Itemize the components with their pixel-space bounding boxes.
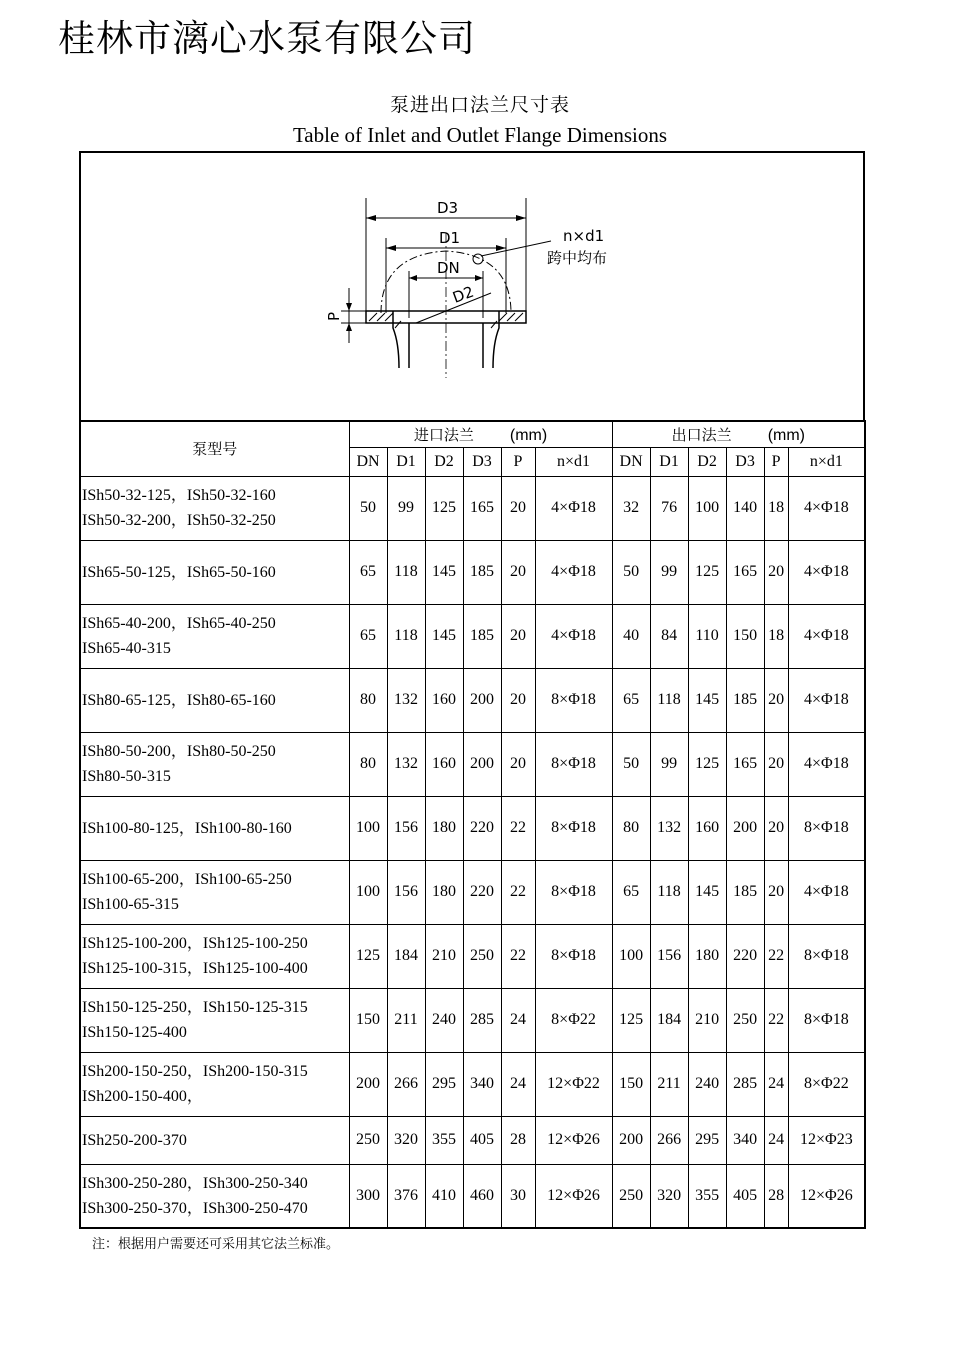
inlet-value-cell: 8×Φ22 (535, 988, 612, 1052)
outlet-value-cell: 80 (612, 796, 650, 860)
inlet-value-cell: 8×Φ18 (535, 796, 612, 860)
inlet-header-label: 进口法兰 (413, 425, 474, 444)
model-line: ISh125-100-200，ISh125-100-250 (82, 935, 308, 952)
inlet-value-cell: 300 (349, 1164, 387, 1228)
inlet-value-cell: 50 (349, 476, 387, 540)
outlet-value-cell: 132 (650, 796, 688, 860)
outlet-value-cell: 50 (612, 540, 650, 604)
inlet-value-cell: 99 (387, 476, 425, 540)
inlet-value-cell: 100 (349, 796, 387, 860)
inlet-value-cell: 12×Φ26 (535, 1164, 612, 1228)
inlet-value-cell: 125 (349, 924, 387, 988)
model-cell (80, 604, 349, 668)
outlet-value-cell: 12×Φ26 (788, 1164, 865, 1228)
table-row (80, 796, 865, 860)
inlet-value-cell: 145 (425, 540, 463, 604)
outlet-value-cell: 40 (612, 604, 650, 668)
inlet-value-cell: 220 (463, 860, 501, 924)
inlet-value-cell: 65 (349, 540, 387, 604)
outlet-header (612, 421, 865, 447)
column-header: D2 (425, 447, 463, 476)
outlet-value-cell: 4×Φ18 (788, 540, 865, 604)
inlet-value-cell: 185 (463, 540, 501, 604)
column-header: DN (349, 447, 387, 476)
inlet-value-cell: 220 (463, 796, 501, 860)
model-line: ISh100-80-125，ISh100-80-160 (82, 819, 292, 837)
inlet-value-cell: 4×Φ18 (535, 476, 612, 540)
outlet-value-cell: 160 (688, 796, 726, 860)
inlet-value-cell: 20 (501, 604, 535, 668)
outlet-value-cell: 156 (650, 924, 688, 988)
outlet-value-cell: 285 (726, 1052, 764, 1116)
model-line: ISh65-40-200，ISh65-40-250 (82, 615, 276, 632)
p-label: P (325, 311, 343, 321)
outlet-value-cell: 99 (650, 540, 688, 604)
inlet-value-cell: 80 (349, 668, 387, 732)
outlet-value-cell: 22 (764, 924, 788, 988)
column-header: P (764, 447, 788, 476)
inlet-value-cell: 460 (463, 1164, 501, 1228)
outlet-value-cell: 118 (650, 860, 688, 924)
outlet-value-cell: 118 (650, 668, 688, 732)
d1-label: D1 (439, 229, 461, 247)
outlet-value-cell: 18 (764, 476, 788, 540)
outlet-value-cell: 180 (688, 924, 726, 988)
outlet-value-cell: 210 (688, 988, 726, 1052)
inlet-value-cell: 118 (387, 604, 425, 668)
outlet-value-cell: 20 (764, 732, 788, 796)
outlet-value-cell: 4×Φ18 (788, 604, 865, 668)
inlet-value-cell: 22 (501, 924, 535, 988)
outlet-value-cell: 405 (726, 1164, 764, 1228)
d3-arrow-left (366, 215, 376, 221)
inlet-value-cell: 180 (425, 796, 463, 860)
outlet-value-cell: 8×Φ18 (788, 796, 865, 860)
outlet-value-cell: 20 (764, 860, 788, 924)
company-name: 桂林市漓心水泵有限公司 (58, 17, 476, 60)
span-label: 跨中均布 (547, 249, 608, 267)
column-header: D3 (726, 447, 764, 476)
column-header: DN (612, 447, 650, 476)
outlet-value-cell: 8×Φ22 (788, 1052, 865, 1116)
outlet-value-cell: 185 (726, 860, 764, 924)
d2-label: D2 (450, 282, 477, 307)
model-line: ISh50-32-125，ISh50-32-160 (82, 487, 276, 504)
inlet-value-cell: 250 (349, 1116, 387, 1164)
outlet-value-cell: 340 (726, 1116, 764, 1164)
outlet-value-cell: 28 (764, 1164, 788, 1228)
footnote: 注：根据用户需要还可采用其它法兰标准。 (92, 1237, 340, 1252)
model-cell (80, 988, 349, 1052)
outlet-value-cell: 320 (650, 1164, 688, 1228)
model-line: ISh100-65-200，ISh100-65-250 (82, 871, 292, 888)
inlet-value-cell: 8×Φ18 (535, 924, 612, 988)
inlet-value-cell: 132 (387, 732, 425, 796)
model-cell (80, 1164, 349, 1228)
outlet-value-cell: 76 (650, 476, 688, 540)
outlet-value-cell: 150 (726, 604, 764, 668)
inlet-value-cell: 8×Φ18 (535, 668, 612, 732)
model-cell (80, 1116, 349, 1164)
outlet-value-cell: 100 (612, 924, 650, 988)
outlet-value-cell: 200 (612, 1116, 650, 1164)
outlet-value-cell: 24 (764, 1116, 788, 1164)
column-header: D1 (387, 447, 425, 476)
inlet-value-cell: 4×Φ18 (535, 540, 612, 604)
outlet-value-cell: 12×Φ23 (788, 1116, 865, 1164)
column-header: n×d1 (535, 447, 612, 476)
table-row (80, 732, 865, 796)
inlet-value-cell: 118 (387, 540, 425, 604)
inlet-value-cell: 340 (463, 1052, 501, 1116)
outlet-value-cell: 4×Φ18 (788, 668, 865, 732)
inlet-value-cell: 150 (349, 988, 387, 1052)
inlet-value-cell: 4×Φ18 (535, 604, 612, 668)
table-row (80, 1116, 865, 1164)
flange-dimension-table (79, 420, 866, 1229)
table-row (80, 988, 865, 1052)
table-row (80, 924, 865, 988)
outlet-value-cell: 18 (764, 604, 788, 668)
inlet-value-cell: 156 (387, 860, 425, 924)
model-line: ISh65-50-125，ISh65-50-160 (82, 563, 276, 581)
outlet-value-cell: 99 (650, 732, 688, 796)
outlet-value-cell: 110 (688, 604, 726, 668)
inlet-value-cell: 145 (425, 604, 463, 668)
inlet-value-cell: 250 (463, 924, 501, 988)
model-line: ISh150-125-400 (82, 1024, 187, 1041)
outlet-value-cell: 65 (612, 860, 650, 924)
outlet-value-cell: 220 (726, 924, 764, 988)
d3-arrow-right (516, 215, 526, 221)
inlet-value-cell: 156 (387, 796, 425, 860)
outlet-value-cell: 20 (764, 540, 788, 604)
model-header: 泵型号 (80, 421, 349, 476)
inlet-value-cell: 8×Φ18 (535, 732, 612, 796)
inlet-value-cell: 20 (501, 540, 535, 604)
inlet-value-cell: 12×Φ26 (535, 1116, 612, 1164)
table-row (80, 860, 865, 924)
inlet-value-cell: 20 (501, 732, 535, 796)
inlet-value-cell: 185 (463, 604, 501, 668)
outlet-value-cell: 4×Φ18 (788, 860, 865, 924)
inlet-value-cell: 20 (501, 476, 535, 540)
column-header: D2 (688, 447, 726, 476)
outlet-value-cell: 24 (764, 1052, 788, 1116)
model-line: ISh200-150-400， (82, 1088, 203, 1105)
p-arrow-top (346, 303, 352, 311)
inlet-value-cell: 100 (349, 860, 387, 924)
column-header: D3 (463, 447, 501, 476)
inlet-value-cell: 295 (425, 1052, 463, 1116)
inlet-value-cell: 285 (463, 988, 501, 1052)
outlet-value-cell: 184 (650, 988, 688, 1052)
outlet-value-cell: 8×Φ18 (788, 924, 865, 988)
inlet-value-cell: 160 (425, 732, 463, 796)
column-header: n×d1 (788, 447, 865, 476)
d1-arrow-right (496, 245, 506, 251)
model-cell (80, 732, 349, 796)
dn-label: DN (437, 259, 460, 277)
inlet-value-cell: 22 (501, 796, 535, 860)
outlet-value-cell: 165 (726, 732, 764, 796)
inlet-value-cell: 65 (349, 604, 387, 668)
outlet-value-cell: 211 (650, 1052, 688, 1116)
outlet-value-cell: 50 (612, 732, 650, 796)
model-line: ISh80-65-125，ISh80-65-160 (82, 691, 276, 709)
outlet-value-cell: 125 (612, 988, 650, 1052)
inlet-value-cell: 22 (501, 860, 535, 924)
inlet-value-cell: 24 (501, 988, 535, 1052)
inlet-value-cell: 180 (425, 860, 463, 924)
outlet-value-cell: 4×Φ18 (788, 732, 865, 796)
model-line: ISh80-50-315 (82, 768, 171, 785)
outlet-value-cell: 125 (688, 732, 726, 796)
model-cell (80, 476, 349, 540)
inlet-header (349, 421, 612, 447)
model-line: ISh100-65-315 (82, 896, 179, 913)
outlet-value-cell: 355 (688, 1164, 726, 1228)
outlet-value-cell: 84 (650, 604, 688, 668)
outlet-value-cell: 20 (764, 668, 788, 732)
outlet-value-cell: 200 (726, 796, 764, 860)
inlet-value-cell: 240 (425, 988, 463, 1052)
outlet-value-cell: 150 (612, 1052, 650, 1116)
dn-arrow-left (409, 275, 417, 281)
table-row (80, 1164, 865, 1228)
nd1-label: n×d1 (563, 227, 605, 245)
outlet-value-cell: 266 (650, 1116, 688, 1164)
model-line: ISh250-200-370 (82, 1131, 187, 1149)
model-cell (80, 924, 349, 988)
table-title-english: Table of Inlet and Outlet Flange Dimensions (292, 123, 668, 147)
inlet-value-cell: 30 (501, 1164, 535, 1228)
model-line: ISh150-125-250，ISh150-125-315 (82, 999, 308, 1016)
outlet-value-cell: 100 (688, 476, 726, 540)
outlet-value-cell: 145 (688, 860, 726, 924)
inlet-unit: (mm) (509, 426, 548, 444)
model-line: ISh80-50-200，ISh80-50-250 (82, 743, 276, 760)
column-header: D1 (650, 447, 688, 476)
d1-arrow-left (386, 245, 396, 251)
outlet-value-cell: 8×Φ18 (788, 988, 865, 1052)
inlet-value-cell: 200 (463, 668, 501, 732)
model-line: ISh200-150-250，ISh200-150-315 (82, 1063, 308, 1080)
table-row (80, 476, 865, 540)
outlet-header-label: 出口法兰 (671, 425, 732, 444)
outlet-value-cell: 125 (688, 540, 726, 604)
inlet-value-cell: 20 (501, 668, 535, 732)
model-line: ISh300-250-280，ISh300-250-340 (82, 1174, 308, 1192)
table-row (80, 604, 865, 668)
inlet-value-cell: 200 (349, 1052, 387, 1116)
inlet-value-cell: 8×Φ18 (535, 860, 612, 924)
inlet-value-cell: 12×Φ22 (535, 1052, 612, 1116)
column-header: P (501, 447, 535, 476)
model-line: ISh65-40-315 (82, 640, 171, 657)
inlet-value-cell: 165 (463, 476, 501, 540)
model-line: ISh125-100-315，ISh125-100-400 (82, 960, 308, 977)
outlet-value-cell: 20 (764, 796, 788, 860)
model-cell (80, 540, 349, 604)
outlet-value-cell: 185 (726, 668, 764, 732)
model-cell (80, 1052, 349, 1116)
outlet-value-cell: 32 (612, 476, 650, 540)
table-row (80, 1052, 865, 1116)
outlet-value-cell: 250 (612, 1164, 650, 1228)
flange-diagram (321, 193, 641, 383)
inlet-value-cell: 376 (387, 1164, 425, 1228)
inlet-value-cell: 132 (387, 668, 425, 732)
inlet-value-cell: 160 (425, 668, 463, 732)
table-title-chinese: 泵进出口法兰尺寸表 (389, 94, 570, 116)
p-arrow-bottom (346, 323, 352, 331)
outlet-value-cell: 295 (688, 1116, 726, 1164)
model-cell (80, 668, 349, 732)
inlet-value-cell: 24 (501, 1052, 535, 1116)
outlet-value-cell: 4×Φ18 (788, 476, 865, 540)
outlet-value-cell: 240 (688, 1052, 726, 1116)
dn-arrow-right (475, 275, 483, 281)
model-line: ISh50-32-200，ISh50-32-250 (82, 512, 276, 529)
inlet-value-cell: 80 (349, 732, 387, 796)
outlet-unit: (mm) (767, 426, 805, 444)
inlet-value-cell: 210 (425, 924, 463, 988)
model-line: ISh300-250-370，ISh300-250-470 (82, 1199, 308, 1217)
inlet-value-cell: 200 (463, 732, 501, 796)
outlet-value-cell: 22 (764, 988, 788, 1052)
outlet-value-cell: 165 (726, 540, 764, 604)
inlet-value-cell: 211 (387, 988, 425, 1052)
model-cell (80, 796, 349, 860)
table-row (80, 540, 865, 604)
d3-label: D3 (437, 199, 459, 217)
outlet-value-cell: 250 (726, 988, 764, 1052)
inlet-value-cell: 410 (425, 1164, 463, 1228)
inlet-value-cell: 28 (501, 1116, 535, 1164)
table-row (80, 668, 865, 732)
flange-diagram-panel (79, 151, 865, 421)
inlet-value-cell: 125 (425, 476, 463, 540)
inlet-value-cell: 405 (463, 1116, 501, 1164)
inlet-value-cell: 355 (425, 1116, 463, 1164)
inlet-value-cell: 320 (387, 1116, 425, 1164)
inlet-value-cell: 184 (387, 924, 425, 988)
outlet-value-cell: 140 (726, 476, 764, 540)
model-cell (80, 860, 349, 924)
outlet-value-cell: 65 (612, 668, 650, 732)
inlet-value-cell: 266 (387, 1052, 425, 1116)
outlet-value-cell: 145 (688, 668, 726, 732)
